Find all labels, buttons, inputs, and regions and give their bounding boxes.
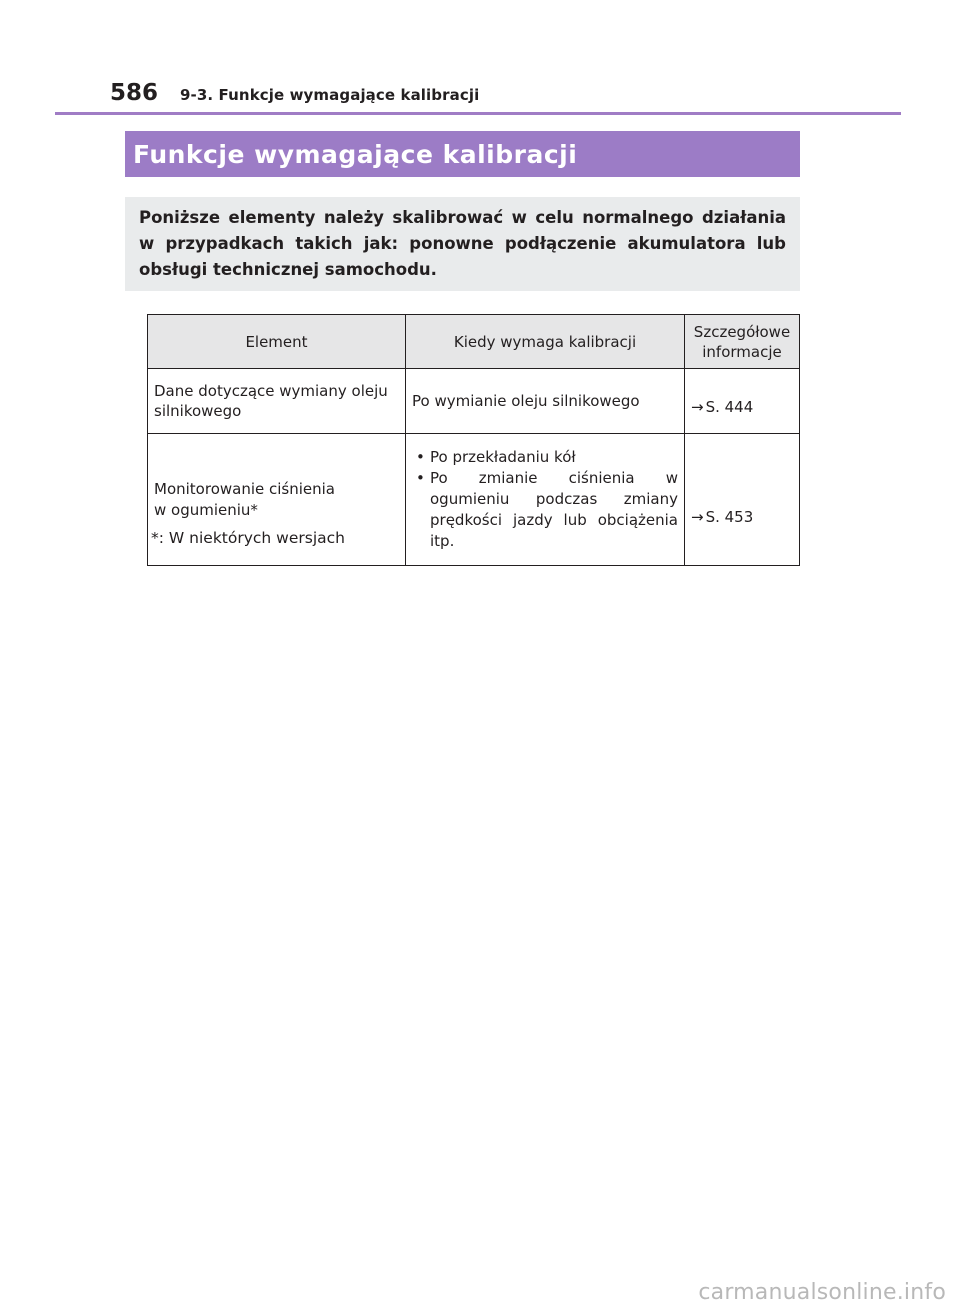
section-title: Funkcje wymagające kalibracji (133, 139, 578, 169)
page-reference: S. 453 (705, 508, 754, 526)
section-title-bar (125, 131, 800, 177)
arrow-right-icon: → (691, 398, 704, 416)
table-row (148, 369, 800, 434)
cell-info (685, 434, 800, 566)
cell-when: Po wymianie oleju silnikowego (406, 369, 685, 434)
watermark: carmanualsonline.info (698, 1280, 946, 1305)
bullet-icon: • (416, 469, 425, 487)
table-header-row (148, 315, 800, 369)
bullet-list (412, 447, 678, 552)
section-reference: 9-3. Funkcje wymagające kalibracji (180, 86, 480, 104)
element-line: Monitorowanie ciśnienia (154, 479, 335, 498)
page-number: 586 (110, 80, 159, 106)
page-header (110, 80, 810, 110)
list-item (412, 447, 678, 468)
arrow-right-icon: → (691, 508, 704, 526)
bullet-icon: • (416, 448, 425, 466)
header-info: Szczegółowe informacje (685, 315, 800, 369)
header-element: Element (148, 315, 406, 369)
header-divider (55, 112, 901, 115)
page-reference: S. 444 (705, 398, 754, 416)
intro-text: Poniższe elementy należy skalibrować w celu normalnego działania w przypadkach takich jak: ponowne podłączenie akumulatora lub obsługi technicznej samochodu. (139, 208, 786, 279)
header-when: Kiedy wymaga kalibracji (406, 315, 685, 369)
intro-box (125, 197, 800, 291)
list-item (412, 468, 678, 552)
list-item-text: Po zmianie ciśnienia w ogumieniu podczas zmiany prędkości jazdy lub obciążenia itp. (430, 469, 678, 550)
cell-element: Dane dotyczące wymiany oleju silnikowego (148, 369, 406, 434)
footnote: *: W niektórych wersjach (151, 529, 345, 547)
element-line: w ogumieniu* (154, 500, 258, 519)
cell-when (406, 434, 685, 566)
cell-info (685, 369, 800, 434)
list-item-text: Po przekładaniu kół (430, 448, 576, 466)
